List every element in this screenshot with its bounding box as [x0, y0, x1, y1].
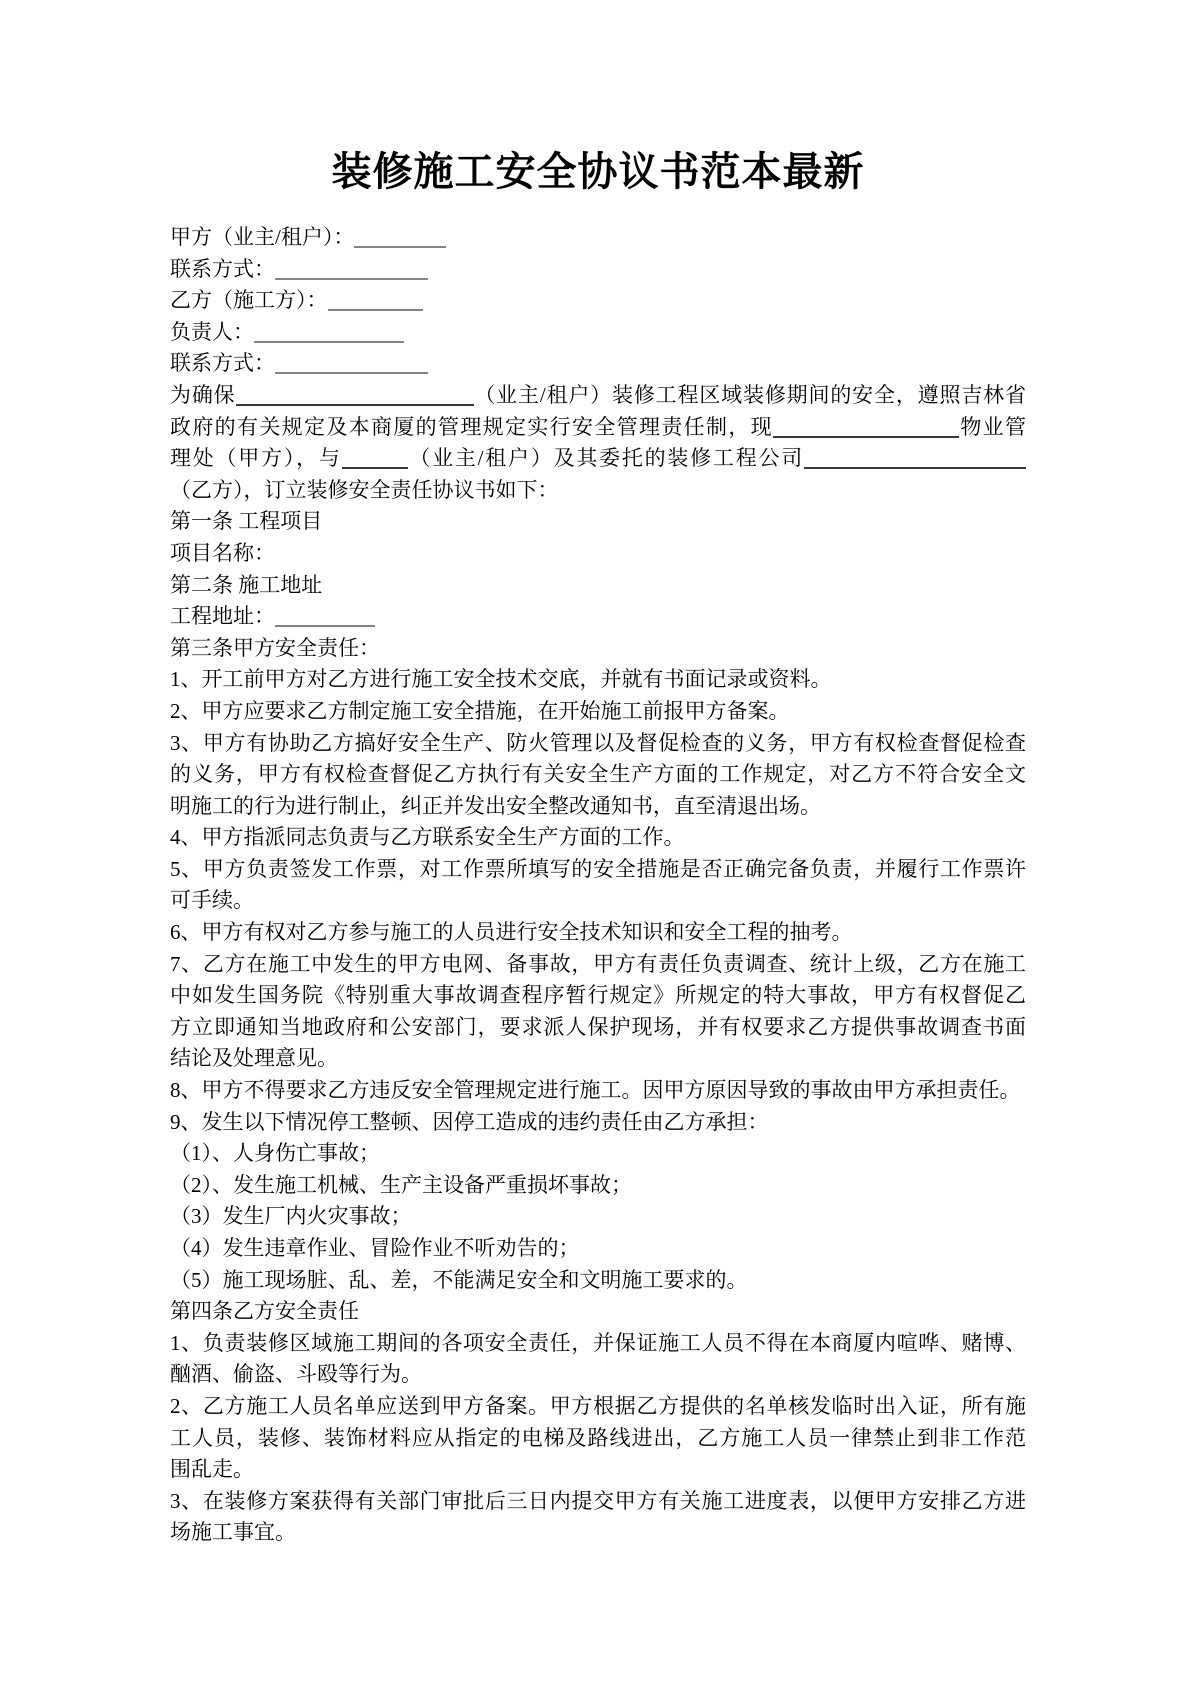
document-line	[170, 728, 1026, 760]
document-line	[170, 1486, 1026, 1518]
document-line	[170, 1454, 1026, 1486]
document-line	[170, 538, 1026, 570]
document-line	[170, 1391, 1026, 1423]
fill-in-blank	[236, 400, 474, 406]
document-line	[170, 1170, 1026, 1202]
text-run: 物业管	[959, 414, 1026, 439]
document-line	[170, 475, 1026, 507]
document-line	[170, 412, 1026, 444]
document-line	[170, 1138, 1026, 1170]
text-run: 酗酒、偷盗、斗殴等行为。	[170, 1362, 422, 1387]
text-run: （4）发生违章作业、冒险作业不听劝告的；	[170, 1236, 580, 1260]
text-run: （5）施工现场脏、乱、差，不能满足安全和文明施工要求的。	[170, 1267, 748, 1292]
document-line	[170, 633, 1026, 665]
text-run: 结论及处理意见。	[170, 1046, 338, 1071]
document-line	[170, 1423, 1026, 1455]
document-line	[170, 1107, 1026, 1139]
document-line	[170, 1043, 1026, 1075]
text-run: 第四条乙方安全责任	[170, 1299, 359, 1324]
document-line	[170, 949, 1026, 981]
text-run: （业主/租户）装修工程区域装修期间的安全，遵照吉林省	[473, 382, 1026, 407]
document-title: 装修施工安全协议书范本最新	[331, 150, 865, 194]
text-run: （乙方），订立装修安全责任协议书如下：	[170, 477, 559, 502]
document-line	[170, 759, 1026, 791]
text-run: 甲方（业主/租户）：	[170, 225, 355, 249]
text-run: 3、在装修方案获得有关部门审批后三日内提交甲方有关施工进度表，以便甲方安排乙方进	[170, 1488, 1026, 1513]
text-run: 2、甲方应要求乙方制定施工安全措施，在开始施工前报甲方备案。	[170, 698, 790, 723]
document-line	[170, 1201, 1026, 1233]
document-line	[170, 885, 1026, 917]
fill-in-blank	[275, 368, 428, 374]
text-run: 乙方（施工方）：	[170, 288, 328, 313]
document-line	[170, 1296, 1026, 1328]
text-run: 负责人：	[170, 319, 254, 344]
text-run: （3）发生厂内火灾事故；	[170, 1204, 412, 1229]
text-run: 工人员，装修、装饰材料应从指定的电梯及路线进出，乙方施工人员一律禁止到非工作范	[170, 1425, 1026, 1450]
text-run: 6、甲方有权对乙方参与施工的人员进行安全技术知识和安全工程的抽考。	[170, 920, 853, 945]
fill-in-blank	[328, 305, 423, 311]
fill-in-blank	[275, 621, 375, 627]
document-line	[170, 1359, 1026, 1391]
text-run: 可手续。	[170, 888, 254, 913]
document-line	[170, 506, 1026, 538]
document-line	[170, 1233, 1026, 1265]
fill-in-blank	[804, 463, 1026, 469]
text-run: 明施工的行为进行制止，纠正并发出安全整改通知书，直至清退出场。	[170, 793, 821, 818]
text-run: 场施工事宜。	[170, 1520, 296, 1545]
fill-in-blank	[354, 242, 446, 248]
text-run: 政府的有关规定及本商厦的管理规定实行安全管理责任制，现	[170, 414, 773, 439]
text-run: 理处（甲方），与	[170, 446, 342, 471]
document-line	[170, 380, 1026, 412]
fill-in-blank	[342, 463, 408, 469]
document-line	[170, 854, 1026, 886]
document-line	[170, 696, 1026, 728]
text-run: 2、乙方施工人员名单应送到甲方备案。甲方根据乙方提供的名单核发临时出入证，所有施	[170, 1393, 1026, 1418]
document-line	[170, 1265, 1026, 1297]
text-run: 为确保	[170, 382, 236, 407]
text-run: 项目名称：	[170, 540, 275, 565]
document-line	[170, 664, 1026, 696]
text-run: 中如发生国务院《特别重大事故调查程序暂行规定》所规定的特大事故，甲方有权督促乙	[170, 983, 1026, 1008]
document-line	[170, 1012, 1026, 1044]
text-run: 第一条 工程项目	[170, 509, 323, 534]
fill-in-blank	[275, 274, 428, 280]
text-run: 1、开工前甲方对乙方进行施工安全技术交底，并就有书面记录或资料。	[170, 667, 832, 692]
document-line	[170, 1075, 1026, 1107]
document-line	[170, 317, 1026, 349]
document-line	[170, 285, 1026, 317]
text-run: 5、甲方负责签发工作票，对工作票所填写的安全措施是否正确完备负责，并履行工作票许	[170, 856, 1026, 881]
document-line	[170, 1517, 1026, 1549]
fill-in-blank	[773, 432, 959, 438]
text-run: 围乱走。	[170, 1457, 254, 1482]
text-run: 方立即通知当地政府和公安部门，要求派人保护现场，并有权要求乙方提供事故调查书面	[170, 1014, 1026, 1039]
text-run: 联系方式：	[170, 351, 275, 376]
document-line	[170, 222, 1026, 254]
document-line	[170, 601, 1026, 633]
text-run: 8、甲方不得要求乙方违反安全管理规定进行施工。因甲方原因导致的事故由甲方承担责任。	[170, 1078, 1021, 1103]
text-run: 7、乙方在施工中发生的甲方电网、备事故，甲方有责任负责调查、统计上级，乙方在施工	[170, 951, 1026, 976]
document-line	[170, 348, 1026, 380]
fill-in-blank	[254, 337, 404, 343]
document-line	[170, 1328, 1026, 1360]
text-run: 联系方式：	[170, 256, 275, 281]
text-run: （2）、发生施工机械、生产主设备严重损坏事故；	[170, 1172, 632, 1197]
text-run: 第三条甲方安全责任：	[170, 635, 380, 660]
text-run: 9、发生以下情况停工整顿、因停工造成的违约责任由乙方承担：	[170, 1109, 769, 1134]
document-line	[170, 254, 1026, 286]
document-line	[170, 570, 1026, 602]
text-run: 工程地址：	[170, 604, 275, 629]
text-run: 第二条 施工地址	[170, 572, 323, 597]
text-run: （业主/租户）及其委托的装修工程公司	[407, 446, 804, 471]
text-run: 1、负责装修区域施工期间的各项安全责任，并保证施工人员不得在本商厦内喧哗、赌博、	[170, 1330, 1026, 1355]
text-run: （1）、人身伤亡事故；	[170, 1141, 380, 1166]
text-run: 的义务，甲方有权检查督促乙方执行有关安全生产方面的工作规定，对乙方不符合安全文	[170, 762, 1026, 787]
document-content	[170, 146, 1026, 1549]
text-run: 4、甲方指派同志负责与乙方联系安全生产方面的工作。	[170, 825, 685, 850]
document-line	[170, 791, 1026, 823]
document-line	[170, 822, 1026, 854]
document-line	[170, 917, 1026, 949]
document-body	[170, 222, 1026, 1549]
text-run: 3、甲方有协助乙方搞好安全生产、防火管理以及督促检查的义务，甲方有权检查督促检查	[170, 730, 1026, 755]
document-line	[170, 980, 1026, 1012]
document-line	[170, 443, 1026, 475]
